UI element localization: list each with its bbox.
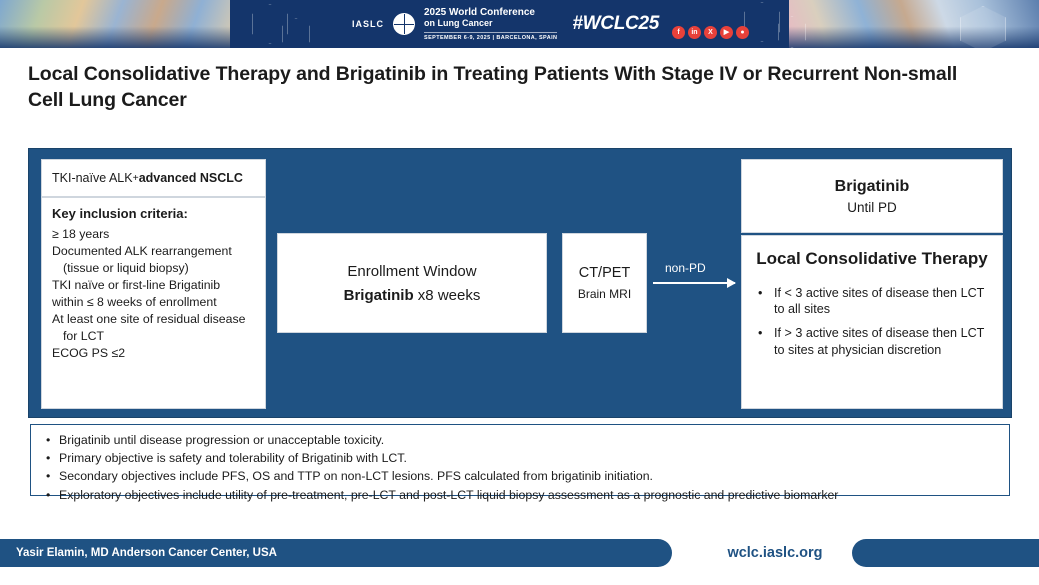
- list-item: At least one site of residual disease: [52, 311, 246, 326]
- linkedin-icon[interactable]: in: [688, 26, 701, 39]
- conference-hashtag: #WCLC25: [572, 13, 659, 34]
- lct-title: Local Consolidative Therapy: [756, 249, 988, 268]
- list-item: ≥ 18 years: [52, 226, 110, 241]
- iaslc-logo-name: IASLC: [352, 18, 384, 29]
- list-item: • Brigatinib until disease progression or unacceptable toxicity.: [43, 432, 997, 449]
- enrollment-window-label: Enrollment Window: [347, 262, 477, 280]
- footer-spacer: [0, 567, 1039, 585]
- conference-url[interactable]: wclc.iaslc.org: [727, 545, 823, 561]
- enrollment-treatment-label: [344, 287, 481, 304]
- facebook-icon[interactable]: f: [672, 26, 685, 39]
- iaslc-logo: [352, 20, 384, 29]
- footer-right-bar: [852, 539, 1039, 567]
- banner-photo-left: [0, 0, 230, 48]
- population-label-bold: advanced NSCLC: [138, 171, 243, 185]
- study-schema-diagram: [28, 148, 1012, 418]
- inclusion-criteria-heading: Key inclusion criteria:: [52, 206, 188, 221]
- list-item: • Secondary objectives include PFS, OS and TTP on non-LCT lesions. PFS calculated from brigatinib initiation.: [43, 468, 997, 485]
- conference-dates: SEPTEMBER 6-9, 2025 | BARCELONA, SPAIN: [424, 32, 557, 41]
- globe-icon: [393, 13, 415, 35]
- list-item: • If < 3 active sites of disease then LCT to all sites: [754, 285, 990, 317]
- twitter-x-icon[interactable]: X: [704, 26, 717, 39]
- list-item: [52, 261, 255, 277]
- imaging-assessment-box: [562, 233, 647, 333]
- list-item: ECOG PS ≤2: [52, 345, 126, 360]
- brigatinib-maintenance-box: [741, 159, 1003, 233]
- list-item-indent: (tissue or liquid biopsy): [63, 260, 189, 275]
- brigatinib-subtitle: Until PD: [847, 199, 897, 215]
- list-item: • Primary objective is safety and tolerability of Brigatinib with LCT.: [43, 450, 997, 467]
- list-item-indent: for LCT: [63, 328, 104, 343]
- inclusion-criteria-box: [41, 197, 266, 409]
- page-title: Local Consolidative Therapy and Brigatinib in Treating Patients With Stage IV or Recurrent Non-small Cell Lung Cancer: [28, 63, 958, 111]
- youtube-icon[interactable]: ▶: [720, 26, 733, 39]
- objectives-box: [30, 424, 1010, 502]
- flow-arrow-icon: [653, 282, 735, 284]
- list-item: [52, 329, 255, 345]
- imaging-ctpet-label: CT/PET: [578, 265, 631, 281]
- conference-title: [424, 7, 557, 40]
- inclusion-criteria-list: [52, 227, 255, 362]
- list-item: • Exploratory objectives include utility of pre-treatment, pre-LCT and post-LCT liquid biopsy assessment as a prognostic and predictive biomarker: [43, 487, 997, 504]
- population-label-text: TKI-naïve ALK: [52, 171, 133, 185]
- brigatinib-title: Brigatinib: [834, 177, 910, 195]
- banner-center-group: [352, 0, 749, 48]
- conference-title-line2: on Lung Cancer: [424, 18, 493, 29]
- presenter-footer: Yasir Elamin, MD Anderson Cancer Center, USA: [0, 539, 672, 567]
- population-label: [41, 159, 266, 197]
- conference-banner: [0, 0, 1039, 48]
- list-item: TKI naïve or first-line Brigatinib: [52, 277, 221, 292]
- list-item: within ≤ 8 weeks of enrollment: [52, 294, 217, 309]
- population-label-superscript: +: [132, 172, 139, 184]
- enrollment-window-box: [277, 233, 547, 333]
- list-item: Documented ALK rearrangement: [52, 243, 232, 258]
- enrollment-drug-name: Brigatinib: [343, 286, 414, 304]
- social-icon-group[interactable]: [672, 26, 749, 39]
- enrollment-duration: x8 weeks: [413, 286, 481, 304]
- imaging-brainmri-label: Brain MRI: [577, 287, 632, 301]
- objectives-list: [43, 432, 997, 504]
- list-item: • If > 3 active sites of disease then LCT to sites at physician discretion: [754, 325, 990, 357]
- conference-title-line1: 2025 World Conference: [424, 7, 535, 19]
- blog-icon[interactable]: ●: [736, 26, 749, 39]
- lct-bullet-list: [754, 285, 990, 357]
- local-consolidative-therapy-box: [741, 235, 1003, 409]
- flow-arrow-label: non-PD: [665, 261, 706, 275]
- hexagon-decoration-icon: [744, 2, 780, 42]
